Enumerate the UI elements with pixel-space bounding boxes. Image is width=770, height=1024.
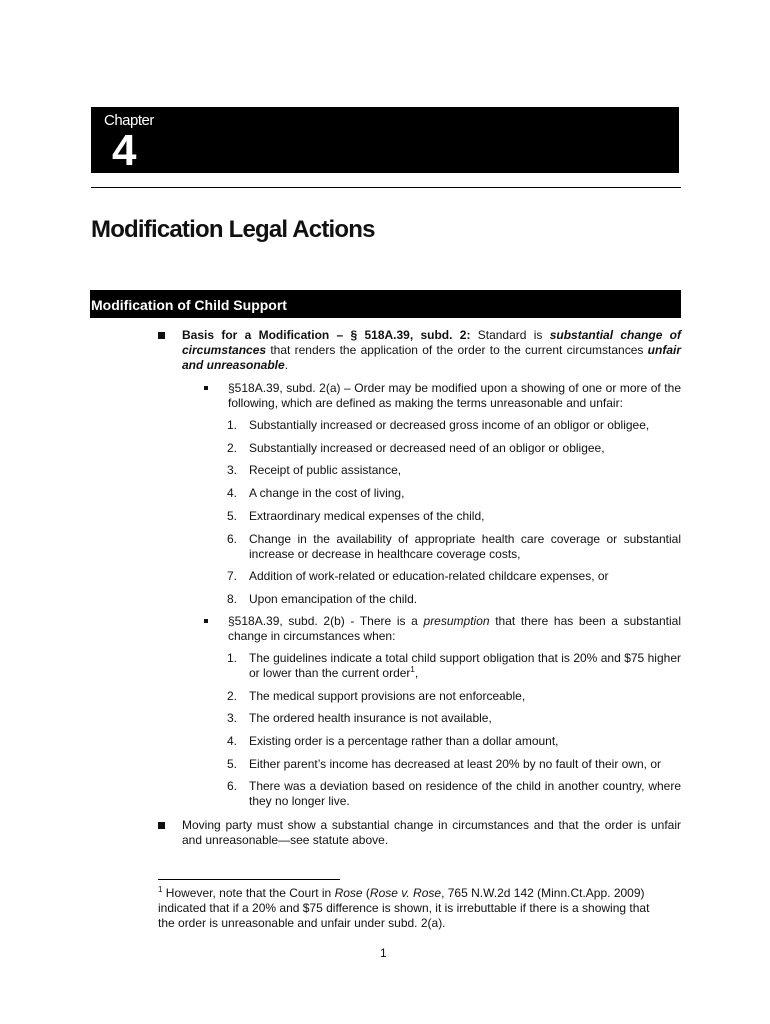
- subd-2b-paragraph: [228, 614, 681, 644]
- chapter-number: 4: [112, 126, 137, 175]
- list-number: 8.: [227, 592, 238, 606]
- list-number: 3.: [227, 711, 238, 725]
- list-item-text: The guidelines indicate a total child support obligation that is 20% and $75 higher or lower than the current order: [249, 651, 681, 680]
- subd-2b-text-a: §518A.39, subd. 2(b) - There is a: [228, 614, 424, 628]
- subd-2b-emphasis: presumption: [423, 614, 490, 628]
- basis-paragraph: [182, 328, 681, 373]
- page-number: 1: [380, 946, 387, 960]
- list-item: Upon emancipation of the child.: [249, 592, 418, 606]
- list-number: 1.: [227, 651, 238, 665]
- basis-text-a: Standard is: [470, 328, 550, 342]
- list-number: 3.: [227, 463, 238, 477]
- list-item: The ordered health insurance is not available,: [249, 711, 492, 725]
- basis-text-c: .: [284, 358, 289, 372]
- chapter-label: Chapter: [104, 112, 154, 129]
- basis-text-b: that renders the application of the order to the current circumstances: [266, 343, 648, 357]
- list-item-end: ,: [414, 666, 419, 680]
- list-item: Change in the availability of appropriate health care coverage or substantial increase or decrease in healthcare coverage costs,: [249, 532, 681, 561]
- list-number: 5.: [227, 509, 238, 523]
- footnote-case-name: Rose v. Rose: [369, 886, 442, 900]
- section-heading: Modification of Child Support: [91, 297, 287, 313]
- list-item: Existing order is a percentage rather than a dollar amount,: [249, 734, 559, 748]
- square-bullet-icon: [158, 822, 165, 829]
- list-item: [249, 651, 681, 681]
- list-item: There was a deviation based on residence of the child in another country, where they no longer live.: [249, 779, 681, 808]
- footnote-text-c: , 765 N.W.2d 142 (Minn.Ct.App. 2009) indicated that if a 20% and $75 difference is shown, it is irrebuttable if there is a showing that the order is unreasonable and unfair under subd. 2(a).: [158, 886, 650, 930]
- list-number: 6.: [227, 532, 238, 546]
- list-number: 4.: [227, 734, 238, 748]
- footnote-marker: 1: [158, 885, 163, 894]
- list-item: Either parent’s income has decreased at least 20% by no fault of their own, or: [249, 757, 662, 771]
- list-item: A change in the cost of living,: [249, 486, 405, 500]
- list-item: The medical support provisions are not enforceable,: [249, 689, 526, 703]
- footnote-emphasis-a: Rose: [334, 886, 363, 900]
- list-item: Substantially increased or decreased gross income of an obligor or obligee,: [249, 418, 650, 432]
- square-bullet-icon: [158, 332, 165, 339]
- subd-2a-paragraph: §518A.39, subd. 2(a) – Order may be modified upon a showing of one or more of the following, which are defined as making the terms unreasonable and unfair:: [228, 381, 681, 410]
- small-square-bullet-icon: [204, 619, 208, 623]
- chapter-divider: [91, 187, 681, 188]
- list-number: 7.: [227, 569, 238, 583]
- footnote-reference[interactable]: 1: [410, 665, 415, 674]
- basis-emphasis-b: unfair and unreasonable: [182, 343, 681, 372]
- list-number: 2.: [227, 441, 238, 455]
- list-number: 4.: [227, 486, 238, 500]
- list-item: Receipt of public assistance,: [249, 463, 402, 477]
- chapter-banner: [91, 107, 679, 173]
- footnote: [158, 886, 663, 931]
- moving-party-paragraph: Moving party must show a substantial change in circumstances and that the order is unfair and unreasonable—see statute above.: [182, 818, 681, 847]
- list-number: 5.: [227, 757, 238, 771]
- list-item: Extraordinary medical expenses of the child,: [249, 509, 485, 523]
- footnote-text-b: (: [362, 886, 370, 900]
- footnote-divider: [158, 879, 340, 880]
- page-title: Modification Legal Actions: [91, 216, 375, 243]
- list-number: 6.: [227, 779, 238, 793]
- basis-lead: Basis for a Modification – § 518A.39, subd. 2:: [182, 328, 471, 342]
- list-number: 2.: [227, 689, 238, 703]
- small-square-bullet-icon: [204, 386, 208, 390]
- list-item: Substantially increased or decreased need of an obligor or obligee,: [249, 441, 605, 455]
- list-item: Addition of work-related or education-related childcare expenses, or: [249, 569, 609, 583]
- basis-emphasis-a: substantial change of circumstances: [182, 328, 681, 357]
- list-number: 1.: [227, 418, 238, 432]
- subd-2b-text-b: that there has been a substantial change in circumstances when:: [228, 614, 681, 643]
- footnote-text-a: However, note that the Court in: [162, 886, 335, 900]
